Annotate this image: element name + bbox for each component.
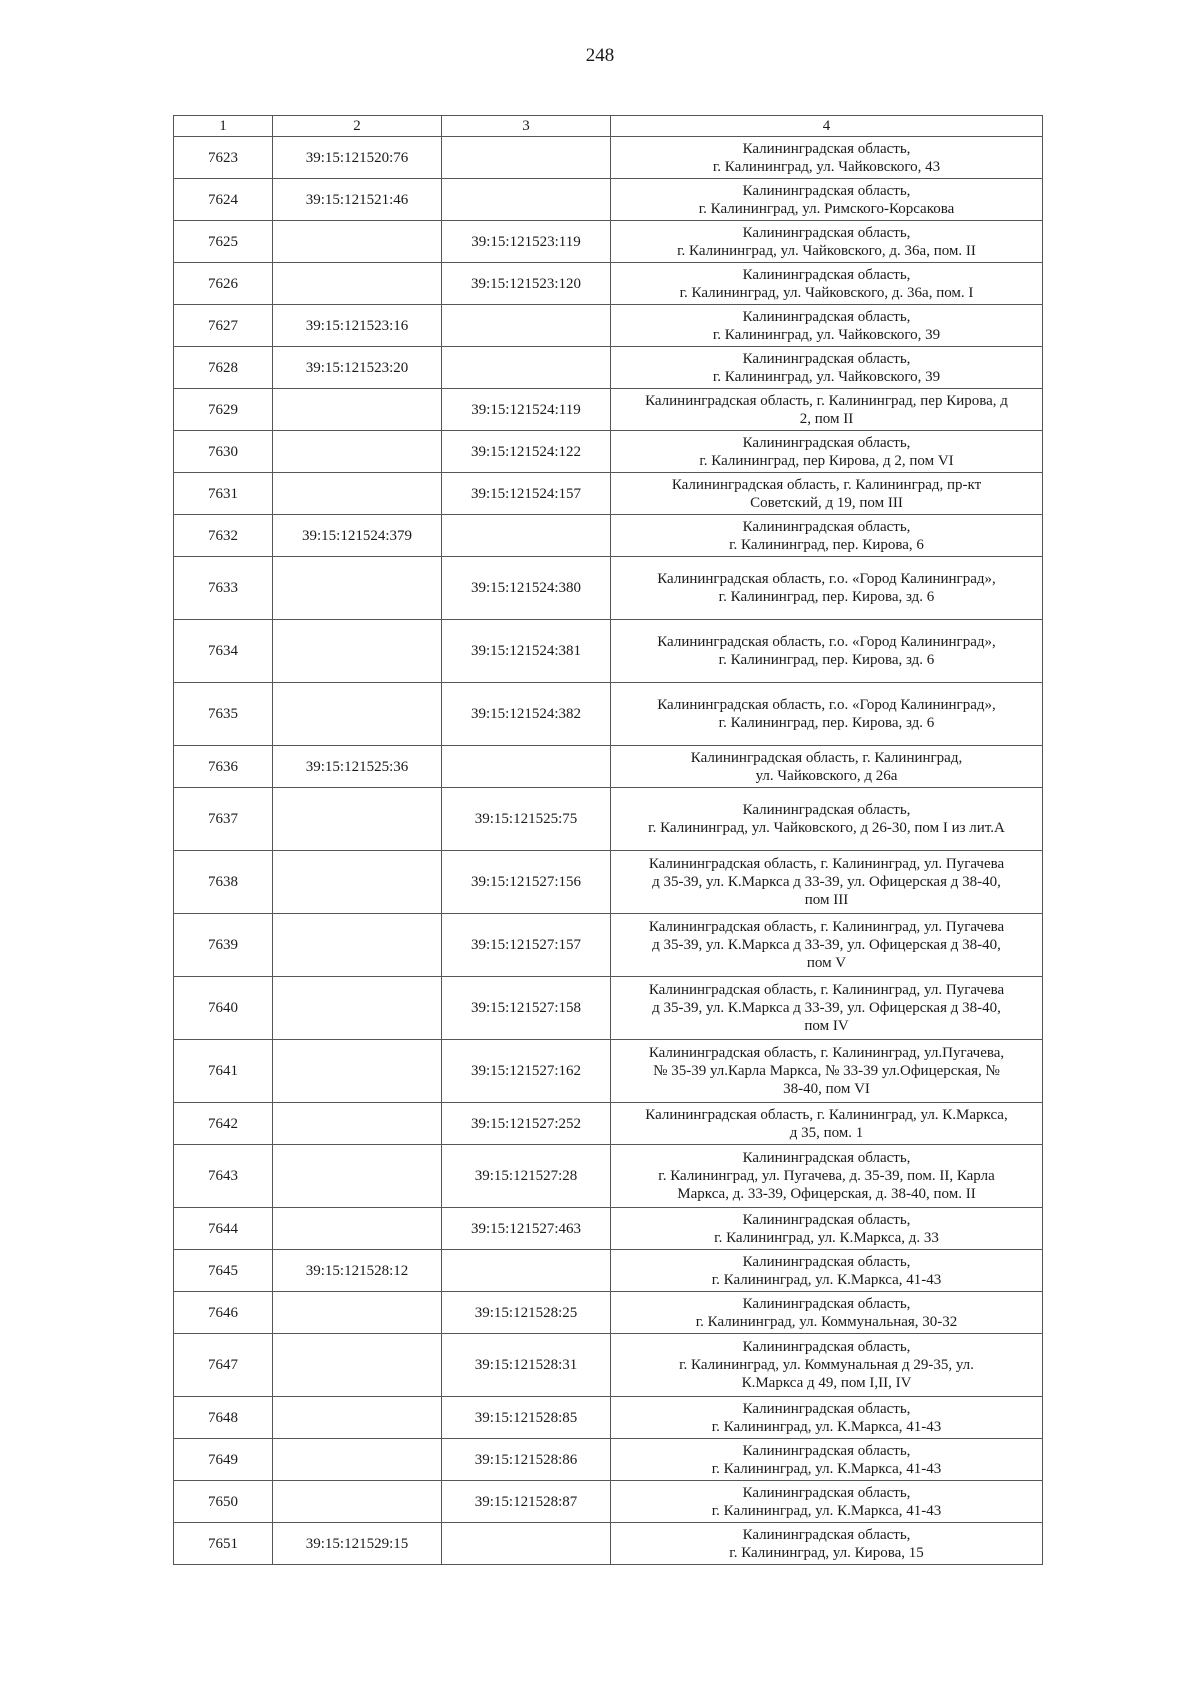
address-line: Калининградская область, г. Калининград, <box>690 749 963 766</box>
table-row <box>174 1481 1043 1523</box>
table-row <box>174 389 1043 431</box>
address-line: Калининградская область, г.о. «Город Калининград», <box>657 634 996 650</box>
cadastral-number-cell <box>273 1103 442 1145</box>
table-row <box>174 851 1043 914</box>
address-line: Калининградская область, <box>742 1339 911 1355</box>
table-row <box>174 557 1043 620</box>
address-line: Калининградская область, г. Калининград, ул. К.Маркса, <box>645 1106 1008 1123</box>
row-number-cell: 7649 <box>174 1439 273 1481</box>
address-cell <box>611 389 1043 431</box>
address-line: Маркса, д. 33-39, Офицерская, д. 38-40, пом. II <box>677 1186 976 1202</box>
column-header-3: 3 <box>442 116 611 137</box>
cadastral-number-cell: 39:15:121524:380 <box>442 557 611 620</box>
address-cell <box>611 1145 1043 1208</box>
column-header-2: 2 <box>273 116 442 137</box>
table-header-row <box>174 116 1043 137</box>
cadastral-number-cell <box>442 515 611 557</box>
cadastral-number-cell <box>273 473 442 515</box>
cadastral-number-cell: 39:15:121527:252 <box>442 1103 611 1145</box>
address-cell <box>611 1439 1043 1481</box>
cadastral-number-cell <box>273 851 442 914</box>
address-cell <box>611 1481 1043 1523</box>
cadastral-number-cell <box>273 557 442 620</box>
cadastral-number-cell: 39:15:121524:381 <box>442 620 611 683</box>
table-row <box>174 137 1043 179</box>
column-header-4: 4 <box>611 116 1043 137</box>
row-number-cell: 7650 <box>174 1481 273 1523</box>
address-line: г. Калининград, пер. Кирова, зд. 6 <box>718 652 935 668</box>
table-row <box>174 473 1043 515</box>
address-cell <box>611 347 1043 389</box>
table-row <box>174 620 1043 683</box>
address-line: Калининградская область, <box>742 434 911 451</box>
address-line: пом IV <box>804 1018 849 1034</box>
address-line: Калининградская область, г. Калининград, ул. Пугачева <box>648 919 1005 935</box>
row-number-cell: 7624 <box>174 179 273 221</box>
column-header-1: 1 <box>174 116 273 137</box>
address-line: Калининградская область, <box>742 1211 911 1228</box>
address-line: г. Калининград, ул. К.Маркса, 41-43 <box>711 1460 942 1477</box>
cadastral-number-cell: 39:15:121527:463 <box>442 1208 611 1250</box>
table-row <box>174 263 1043 305</box>
table-row <box>174 1250 1043 1292</box>
address-line: Калининградская область, <box>742 1526 911 1543</box>
cadastral-number-cell <box>273 1292 442 1334</box>
cadastral-number-cell: 39:15:121523:20 <box>273 347 442 389</box>
address-line: Калининградская область, <box>742 1442 911 1459</box>
address-line: Калининградская область, <box>742 140 911 157</box>
table-row <box>174 1145 1043 1208</box>
address-cell <box>611 473 1043 515</box>
address-line: пом V <box>806 955 847 971</box>
address-line: г. Калининград, ул. Чайковского, 39 <box>712 326 941 343</box>
row-number-cell: 7644 <box>174 1208 273 1250</box>
address-cell <box>611 977 1043 1040</box>
row-number-cell: 7641 <box>174 1040 273 1103</box>
address-line: Калининградская область, г.о. «Город Калининград», <box>657 571 996 587</box>
cadastral-number-cell: 39:15:121524:382 <box>442 683 611 746</box>
address-line: Советский, д 19, пом III <box>750 494 903 511</box>
cadastral-number-cell: 39:15:121527:157 <box>442 914 611 977</box>
cadastral-number-cell: 39:15:121528:86 <box>442 1439 611 1481</box>
cadastral-number-cell <box>273 263 442 305</box>
row-number-cell: 7632 <box>174 515 273 557</box>
cadastral-number-cell <box>442 1250 611 1292</box>
cadastral-number-cell <box>273 1439 442 1481</box>
registry-table <box>173 115 1043 1565</box>
address-line: Калининградская область, <box>742 802 911 818</box>
address-cell <box>611 1523 1043 1565</box>
cadastral-number-cell: 39:15:121527:156 <box>442 851 611 914</box>
address-cell <box>611 431 1043 473</box>
row-number-cell: 7625 <box>174 221 273 263</box>
address-line: Калининградская область, г. Калининград, пер Кирова, д <box>645 392 1008 409</box>
address-cell <box>611 1250 1043 1292</box>
cadastral-number-cell: 39:15:121524:119 <box>442 389 611 431</box>
row-number-cell: 7645 <box>174 1250 273 1292</box>
row-number-cell: 7647 <box>174 1334 273 1397</box>
table-row <box>174 1040 1043 1103</box>
table-row <box>174 347 1043 389</box>
address-line: г. Калининград, ул. К.Маркса, д. 33 <box>714 1229 939 1246</box>
row-number-cell: 7646 <box>174 1292 273 1334</box>
table-row <box>174 788 1043 851</box>
row-number-cell: 7627 <box>174 305 273 347</box>
table-row <box>174 1292 1043 1334</box>
address-cell <box>611 1397 1043 1439</box>
row-number-cell: 7630 <box>174 431 273 473</box>
table-row <box>174 683 1043 746</box>
cadastral-number-cell: 39:15:121520:76 <box>273 137 442 179</box>
cadastral-number-cell <box>273 977 442 1040</box>
cadastral-number-cell <box>273 1040 442 1103</box>
cadastral-number-cell <box>442 305 611 347</box>
cadastral-number-cell: 39:15:121523:16 <box>273 305 442 347</box>
address-cell <box>611 683 1043 746</box>
address-cell <box>611 515 1043 557</box>
address-line: г. Калининград, ул. Чайковского, 39 <box>712 368 941 385</box>
table-body <box>174 137 1043 1565</box>
cadastral-number-cell: 39:15:121523:120 <box>442 263 611 305</box>
address-cell <box>611 1208 1043 1250</box>
table-row <box>174 1334 1043 1397</box>
address-line: Калининградская область, <box>742 1295 911 1312</box>
address-line: Калининградская область, г. Калининград, пр-кт <box>671 476 982 493</box>
address-cell <box>611 179 1043 221</box>
row-number-cell: 7642 <box>174 1103 273 1145</box>
address-cell <box>611 620 1043 683</box>
cadastral-number-cell <box>273 221 442 263</box>
cadastral-number-cell: 39:15:121527:158 <box>442 977 611 1040</box>
address-line: г. Калининград, ул. Чайковского, д. 36а, пом. I <box>679 284 974 301</box>
cadastral-number-cell <box>442 347 611 389</box>
cadastral-number-cell <box>273 1481 442 1523</box>
table-row <box>174 221 1043 263</box>
address-line: К.Маркса д 49, пом I,II, IV <box>741 1375 912 1391</box>
cadastral-number-cell <box>273 431 442 473</box>
address-cell <box>611 263 1043 305</box>
address-line: д 35, пом. 1 <box>789 1124 864 1141</box>
address-line: Калининградская область, <box>742 1253 911 1270</box>
address-line: д 35-39, ул. К.Маркса д 33-39, ул. Офицерская д 38-40, <box>652 1000 1001 1016</box>
address-line: г. Калининград, пер Кирова, д 2, пом VI <box>699 452 954 469</box>
row-number-cell: 7651 <box>174 1523 273 1565</box>
address-cell <box>611 1292 1043 1334</box>
row-number-cell: 7639 <box>174 914 273 977</box>
cadastral-number-cell: 39:15:121527:162 <box>442 1040 611 1103</box>
address-cell <box>611 305 1043 347</box>
address-line: Калининградская область, <box>742 518 911 535</box>
address-line: г. Калининград, ул. Чайковского, д 26-30, пом I из лит.А <box>648 820 1005 836</box>
cadastral-number-cell: 39:15:121524:157 <box>442 473 611 515</box>
address-line: г. Калининград, ул. Чайковского, 43 <box>712 158 941 175</box>
address-line: г. Калининград, ул. Коммунальная д 29-35, ул. <box>679 1357 974 1373</box>
page-number: 248 <box>585 45 615 66</box>
address-line: № 35-39 ул.Карла Маркса, № 33-39 ул.Офицерская, № <box>653 1063 1000 1079</box>
table-row <box>174 1523 1043 1565</box>
cadastral-number-cell <box>273 620 442 683</box>
address-cell <box>611 221 1043 263</box>
cadastral-number-cell <box>273 683 442 746</box>
table-row <box>174 977 1043 1040</box>
address-cell <box>611 1040 1043 1103</box>
address-line: г. Калининград, ул. К.Маркса, 41-43 <box>711 1271 942 1288</box>
row-number-cell: 7637 <box>174 788 273 851</box>
cadastral-number-cell: 39:15:121525:36 <box>273 746 442 788</box>
address-cell <box>611 1334 1043 1397</box>
table-row <box>174 179 1043 221</box>
cadastral-number-cell <box>273 1397 442 1439</box>
row-number-cell: 7638 <box>174 851 273 914</box>
row-number-cell: 7623 <box>174 137 273 179</box>
address-line: Калининградская область, <box>742 182 911 199</box>
row-number-cell: 7643 <box>174 1145 273 1208</box>
row-number-cell: 7629 <box>174 389 273 431</box>
cadastral-number-cell: 39:15:121529:15 <box>273 1523 442 1565</box>
row-number-cell: 7631 <box>174 473 273 515</box>
row-number-cell: 7648 <box>174 1397 273 1439</box>
table-row <box>174 746 1043 788</box>
address-line: Калининградская область, <box>742 1400 911 1417</box>
row-number-cell: 7635 <box>174 683 273 746</box>
address-cell <box>611 557 1043 620</box>
table-row <box>174 1439 1043 1481</box>
address-line: 2, пом II <box>799 410 854 427</box>
cadastral-number-cell <box>273 1145 442 1208</box>
cadastral-number-cell: 39:15:121525:75 <box>442 788 611 851</box>
cadastral-number-cell: 39:15:121521:46 <box>273 179 442 221</box>
cadastral-number-cell: 39:15:121524:122 <box>442 431 611 473</box>
table-row <box>174 515 1043 557</box>
cadastral-number-cell <box>442 1523 611 1565</box>
cadastral-number-cell: 39:15:121524:379 <box>273 515 442 557</box>
cadastral-number-cell <box>273 788 442 851</box>
address-line: г. Калининград, ул. Коммунальная, 30-32 <box>695 1313 958 1330</box>
table-row <box>174 1103 1043 1145</box>
cadastral-number-cell <box>442 137 611 179</box>
cadastral-number-cell: 39:15:121523:119 <box>442 221 611 263</box>
table-row <box>174 1397 1043 1439</box>
row-number-cell: 7634 <box>174 620 273 683</box>
cadastral-number-cell <box>273 914 442 977</box>
cadastral-number-cell <box>273 1334 442 1397</box>
address-line: Калининградская область, г. Калининград, ул.Пугачева, <box>648 1045 1005 1061</box>
address-line: д 35-39, ул. К.Маркса д 33-39, ул. Офицерская д 38-40, <box>652 937 1001 953</box>
row-number-cell: 7633 <box>174 557 273 620</box>
cadastral-number-cell <box>442 746 611 788</box>
address-line: г. Калининград, ул. Чайковского, д. 36а, пом. II <box>677 242 976 259</box>
address-cell <box>611 746 1043 788</box>
table-row <box>174 305 1043 347</box>
address-line: пом III <box>804 892 849 908</box>
row-number-cell: 7628 <box>174 347 273 389</box>
cadastral-number-cell: 39:15:121528:31 <box>442 1334 611 1397</box>
address-line: 38-40, пом VI <box>783 1081 870 1097</box>
address-line: г. Калининград, пер. Кирова, зд. 6 <box>718 589 935 605</box>
address-line: Калининградская область, <box>742 266 911 283</box>
cadastral-number-cell <box>442 179 611 221</box>
address-line: г. Калининград, ул. К.Маркса, 41-43 <box>711 1418 942 1435</box>
address-line: ул. Чайковского, д 26а <box>755 767 898 784</box>
cadastral-number-cell: 39:15:121528:12 <box>273 1250 442 1292</box>
address-line: Калининградская область, <box>742 308 911 325</box>
address-cell <box>611 788 1043 851</box>
row-number-cell: 7640 <box>174 977 273 1040</box>
address-line: г. Калининград, ул. К.Маркса, 41-43 <box>711 1502 942 1519</box>
cadastral-number-cell: 39:15:121528:25 <box>442 1292 611 1334</box>
table-row <box>174 914 1043 977</box>
address-line: Калининградская область, <box>742 224 911 241</box>
address-cell <box>611 914 1043 977</box>
address-line: Калининградская область, <box>742 1484 911 1501</box>
address-line: Калининградская область, <box>742 1150 911 1166</box>
address-line: Калининградская область, г. Калининград, ул. Пугачева <box>648 982 1005 998</box>
address-line: д 35-39, ул. К.Маркса д 33-39, ул. Офицерская д 38-40, <box>652 874 1001 890</box>
address-cell <box>611 137 1043 179</box>
address-line: г. Калининград, пер. Кирова, зд. 6 <box>718 715 935 731</box>
row-number-cell: 7636 <box>174 746 273 788</box>
address-line: г. Калининград, ул. Кирова, 15 <box>729 1544 924 1561</box>
address-line: г. Калининград, ул. Пугачева, д. 35-39, пом. II, Карла <box>658 1168 995 1184</box>
address-cell <box>611 1103 1043 1145</box>
address-line: г. Калининград, ул. Римского-Корсакова <box>698 200 955 217</box>
cadastral-number-cell <box>273 389 442 431</box>
cadastral-number-cell <box>273 1208 442 1250</box>
address-line: Калининградская область, г.о. «Город Калининград», <box>657 697 996 713</box>
cadastral-number-cell: 39:15:121528:87 <box>442 1481 611 1523</box>
row-number-cell: 7626 <box>174 263 273 305</box>
table-row <box>174 1208 1043 1250</box>
cadastral-number-cell: 39:15:121527:28 <box>442 1145 611 1208</box>
table-row <box>174 431 1043 473</box>
address-line: Калининградская область, г. Калининград, ул. Пугачева <box>648 856 1005 872</box>
address-cell <box>611 851 1043 914</box>
address-line: Калининградская область, <box>742 350 911 367</box>
cadastral-number-cell: 39:15:121528:85 <box>442 1397 611 1439</box>
address-line: г. Калининград, пер. Кирова, 6 <box>729 536 924 553</box>
